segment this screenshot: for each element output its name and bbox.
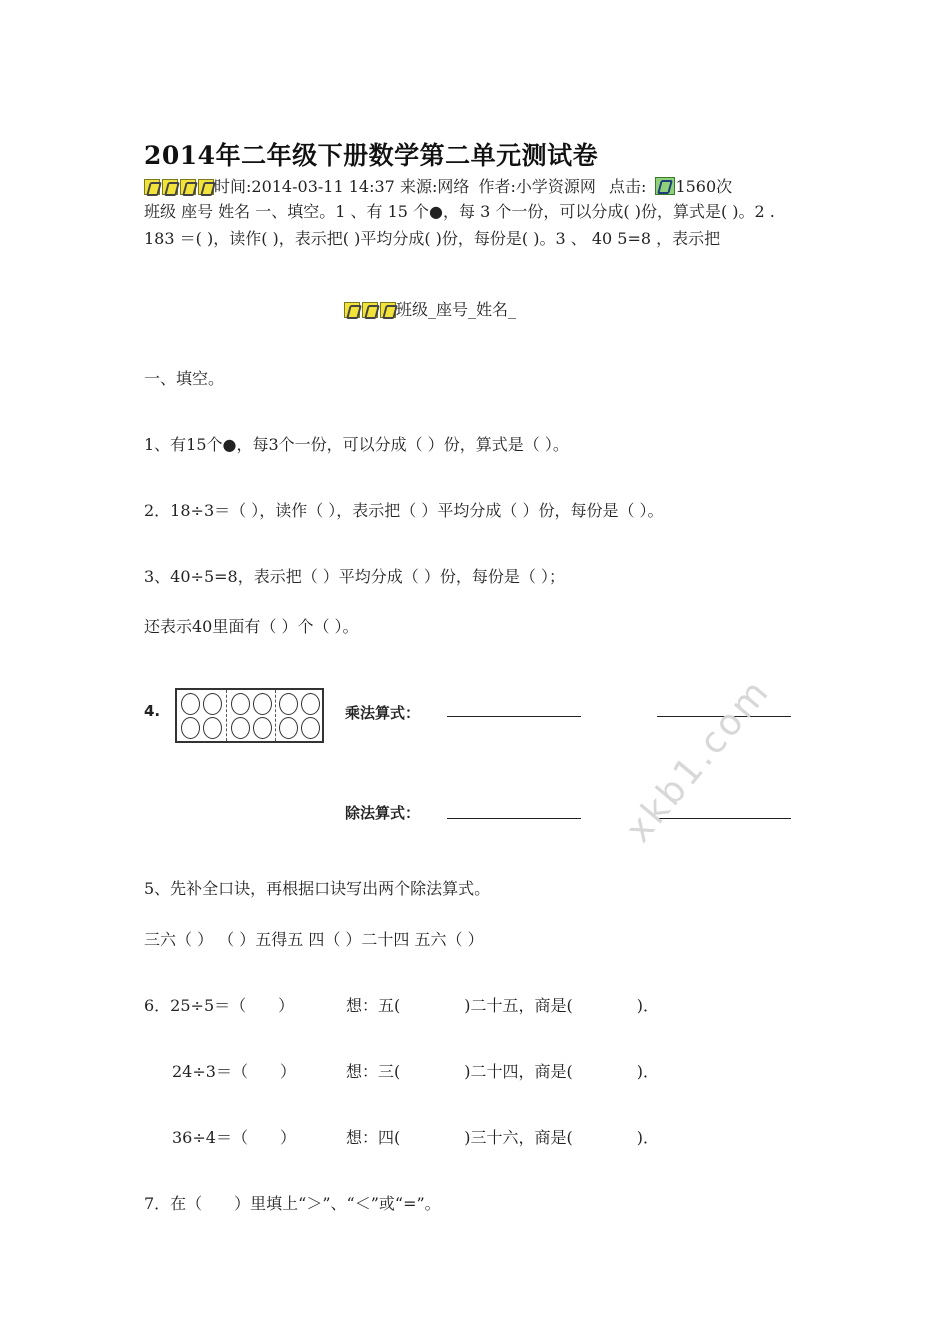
header-icons: [344, 302, 396, 318]
meta-author: 作者:小学资源网: [478, 177, 596, 196]
rating-icon: [380, 302, 396, 318]
meta-source: 来源:网络: [399, 177, 470, 196]
question-4-number: 4.: [144, 702, 161, 720]
question-1: 1、有15个●，每3个一份，可以分成（ ）份，算式是（ ）。: [144, 435, 569, 454]
question-3b: 还表示40里面有（ ）个（ ）。: [144, 617, 359, 636]
oval: [301, 693, 320, 715]
rating-icon: [180, 179, 196, 195]
question-6-hint-2: 想：三( )二十四，商是( )．: [346, 1062, 659, 1081]
rating-icon: [344, 302, 360, 318]
grid-separator: [226, 690, 227, 741]
ovals-grid: [175, 688, 324, 743]
question-5-line: 三六（ ） （ ）五得五 四（ ）二十四 五六（ ）: [144, 930, 484, 949]
oval: [301, 717, 320, 739]
article-meta: [144, 174, 732, 197]
question-6-expr-1: 6．25÷5＝（ ）: [144, 996, 295, 1015]
divide-answer-blank-1[interactable]: [447, 818, 581, 819]
question-3a: 3、40÷5=8，表示把（ ）平均分成（ ）份，每份是（ ）；: [144, 567, 565, 586]
multiply-label: 乘法算式：: [345, 704, 421, 722]
meta-clicks-value: 1560次: [675, 177, 733, 196]
rating-icon: [144, 179, 160, 195]
header-line-text: 班级_座号_姓名_: [396, 300, 517, 319]
oval: [181, 717, 200, 739]
rating-icon: [198, 179, 214, 195]
oval: [253, 717, 272, 739]
question-6-expr-2: 24÷3＝（ ）: [172, 1062, 296, 1081]
question-5: 5、先补全口诀，再根据口诀写出两个除法算式。: [144, 879, 491, 898]
divide-label: 除法算式：: [345, 804, 421, 822]
oval: [279, 717, 298, 739]
section-heading: 一、填空。: [144, 369, 225, 388]
divide-answer-blank-2[interactable]: [657, 818, 791, 819]
clicks-icon: [655, 177, 675, 195]
rating-icon: [162, 179, 178, 195]
summary-text: 班级 座号 姓名 一、填空。1 、有 15 个●，每 3 个一份，可以分成( )份，算式是( )。2 . 183 ＝( )，读作( )，表示把( )平均分成( )份，每份是( )。3 、 40 5=8 ，表示把: [144, 202, 775, 248]
question-6-hint-1: 想：五( )二十五，商是( )．: [346, 996, 659, 1015]
grid-separator: [275, 690, 276, 741]
rating-icons: [144, 179, 214, 195]
watermark-text: xkb1.com: [618, 670, 779, 851]
oval: [203, 717, 222, 739]
oval: [279, 693, 298, 715]
oval: [231, 693, 250, 715]
meta-time: 时间:2014-03-11 14:37: [214, 177, 395, 196]
oval: [203, 693, 222, 715]
multiply-answer-blank-1[interactable]: [447, 716, 581, 717]
oval: [181, 693, 200, 715]
header-line: [344, 297, 516, 320]
oval: [231, 717, 250, 739]
question-6-expr-3: 36÷4＝（ ）: [172, 1128, 296, 1147]
oval: [253, 693, 272, 715]
rating-icon: [362, 302, 378, 318]
question-2: 2．18÷3＝（ ），读作（ ），表示把（ ）平均分成（ ）份，每份是（ ）。: [144, 501, 664, 520]
meta-clicks-label: 点击:: [608, 177, 647, 196]
question-7: 7．在（ ）里填上“＞”、“＜”或“=”。: [144, 1194, 441, 1213]
question-6-hint-3: 想：四( )三十六，商是( )．: [346, 1128, 659, 1147]
page-title: 2014年二年级下册数学第二单元测试卷: [144, 141, 599, 170]
